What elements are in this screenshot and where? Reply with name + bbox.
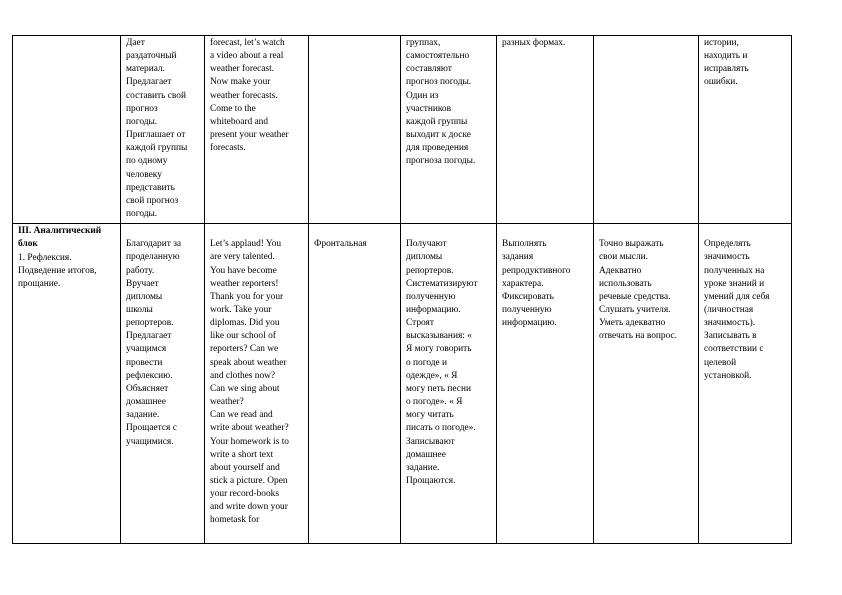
lesson-plan-table: [12, 35, 792, 544]
stage-title: III. Аналитический блок: [18, 226, 102, 250]
table-row: [13, 36, 792, 224]
teacher-activity-cell: Благодарит за проделанную работу. Вручает дипломы школы репортеров. Предлагает учащимся провести рефлексию. Объясняет домашнее задание. Прощается с учащимися.: [121, 224, 205, 544]
student-activity-cell: Получают дипломы репортеров. Систематизируют полученную информацию. Строят высказывания: « Я могу говорить о погоде и одежде», « Я могу петь песни о погоде». « Я могу читать писать о погоде». Записывают домашнее задание. Прощаются.: [401, 224, 497, 544]
cognitive-uud-cell: Выполнять задания репродуктивного характера. Фиксировать полученную информацию.: [497, 224, 594, 544]
cognitive-uud-cell: разных формах.: [497, 36, 594, 224]
stage-cell: [13, 224, 121, 544]
table-row: [13, 224, 792, 544]
stage-items: 1. Рефлексия. Подведение итогов, прощание.: [18, 252, 97, 289]
teacher-speech-cell: Let’s applaud! You are very talented. You have become weather reporters! Thank you for your work. Take your diplomas. Did you like our school of reporters? Can we speak about weather and clothes now? Can we sing about weather? Can we read and write about weather? Your homework is to write a short text about yourself and stick a picture. Open your record-books and write down your hometask for: [205, 224, 309, 544]
student-activity-cell: группах, самостоятельно составляют прогноз погоды. Один из участников каждой группы выходит к доске для проведения прогноза погоды.: [401, 36, 497, 224]
teacher-activity-cell: Дает раздаточный материал. Предлагает составить свой прогноз погоды. Приглашает от каждой группы по одному человеку представить свой прогноз погоды.: [121, 36, 205, 224]
communicative-uud-cell: Точно выражать свои мысли. Адекватно использовать речевые средства. Слушать учителя. Уметь адекватно отвечать на вопрос.: [594, 224, 699, 544]
communicative-uud-cell: [594, 36, 699, 224]
stage-cell: [13, 36, 121, 224]
regulative-uud-cell: Определять значимость полученных на уроке знаний и умений для себя (личностная значимость). Записывать в соответствии с целевой установкой.: [699, 224, 792, 544]
work-form-cell: [309, 36, 401, 224]
regulative-uud-cell: истории, находить и исправлять ошибки.: [699, 36, 792, 224]
teacher-speech-cell: forecast, let’s watch a video about a real weather forecast. Now make your weather forecasts. Come to the whiteboard and present your weather forecasts.: [205, 36, 309, 224]
work-form-cell: Фронтальная: [309, 224, 401, 544]
